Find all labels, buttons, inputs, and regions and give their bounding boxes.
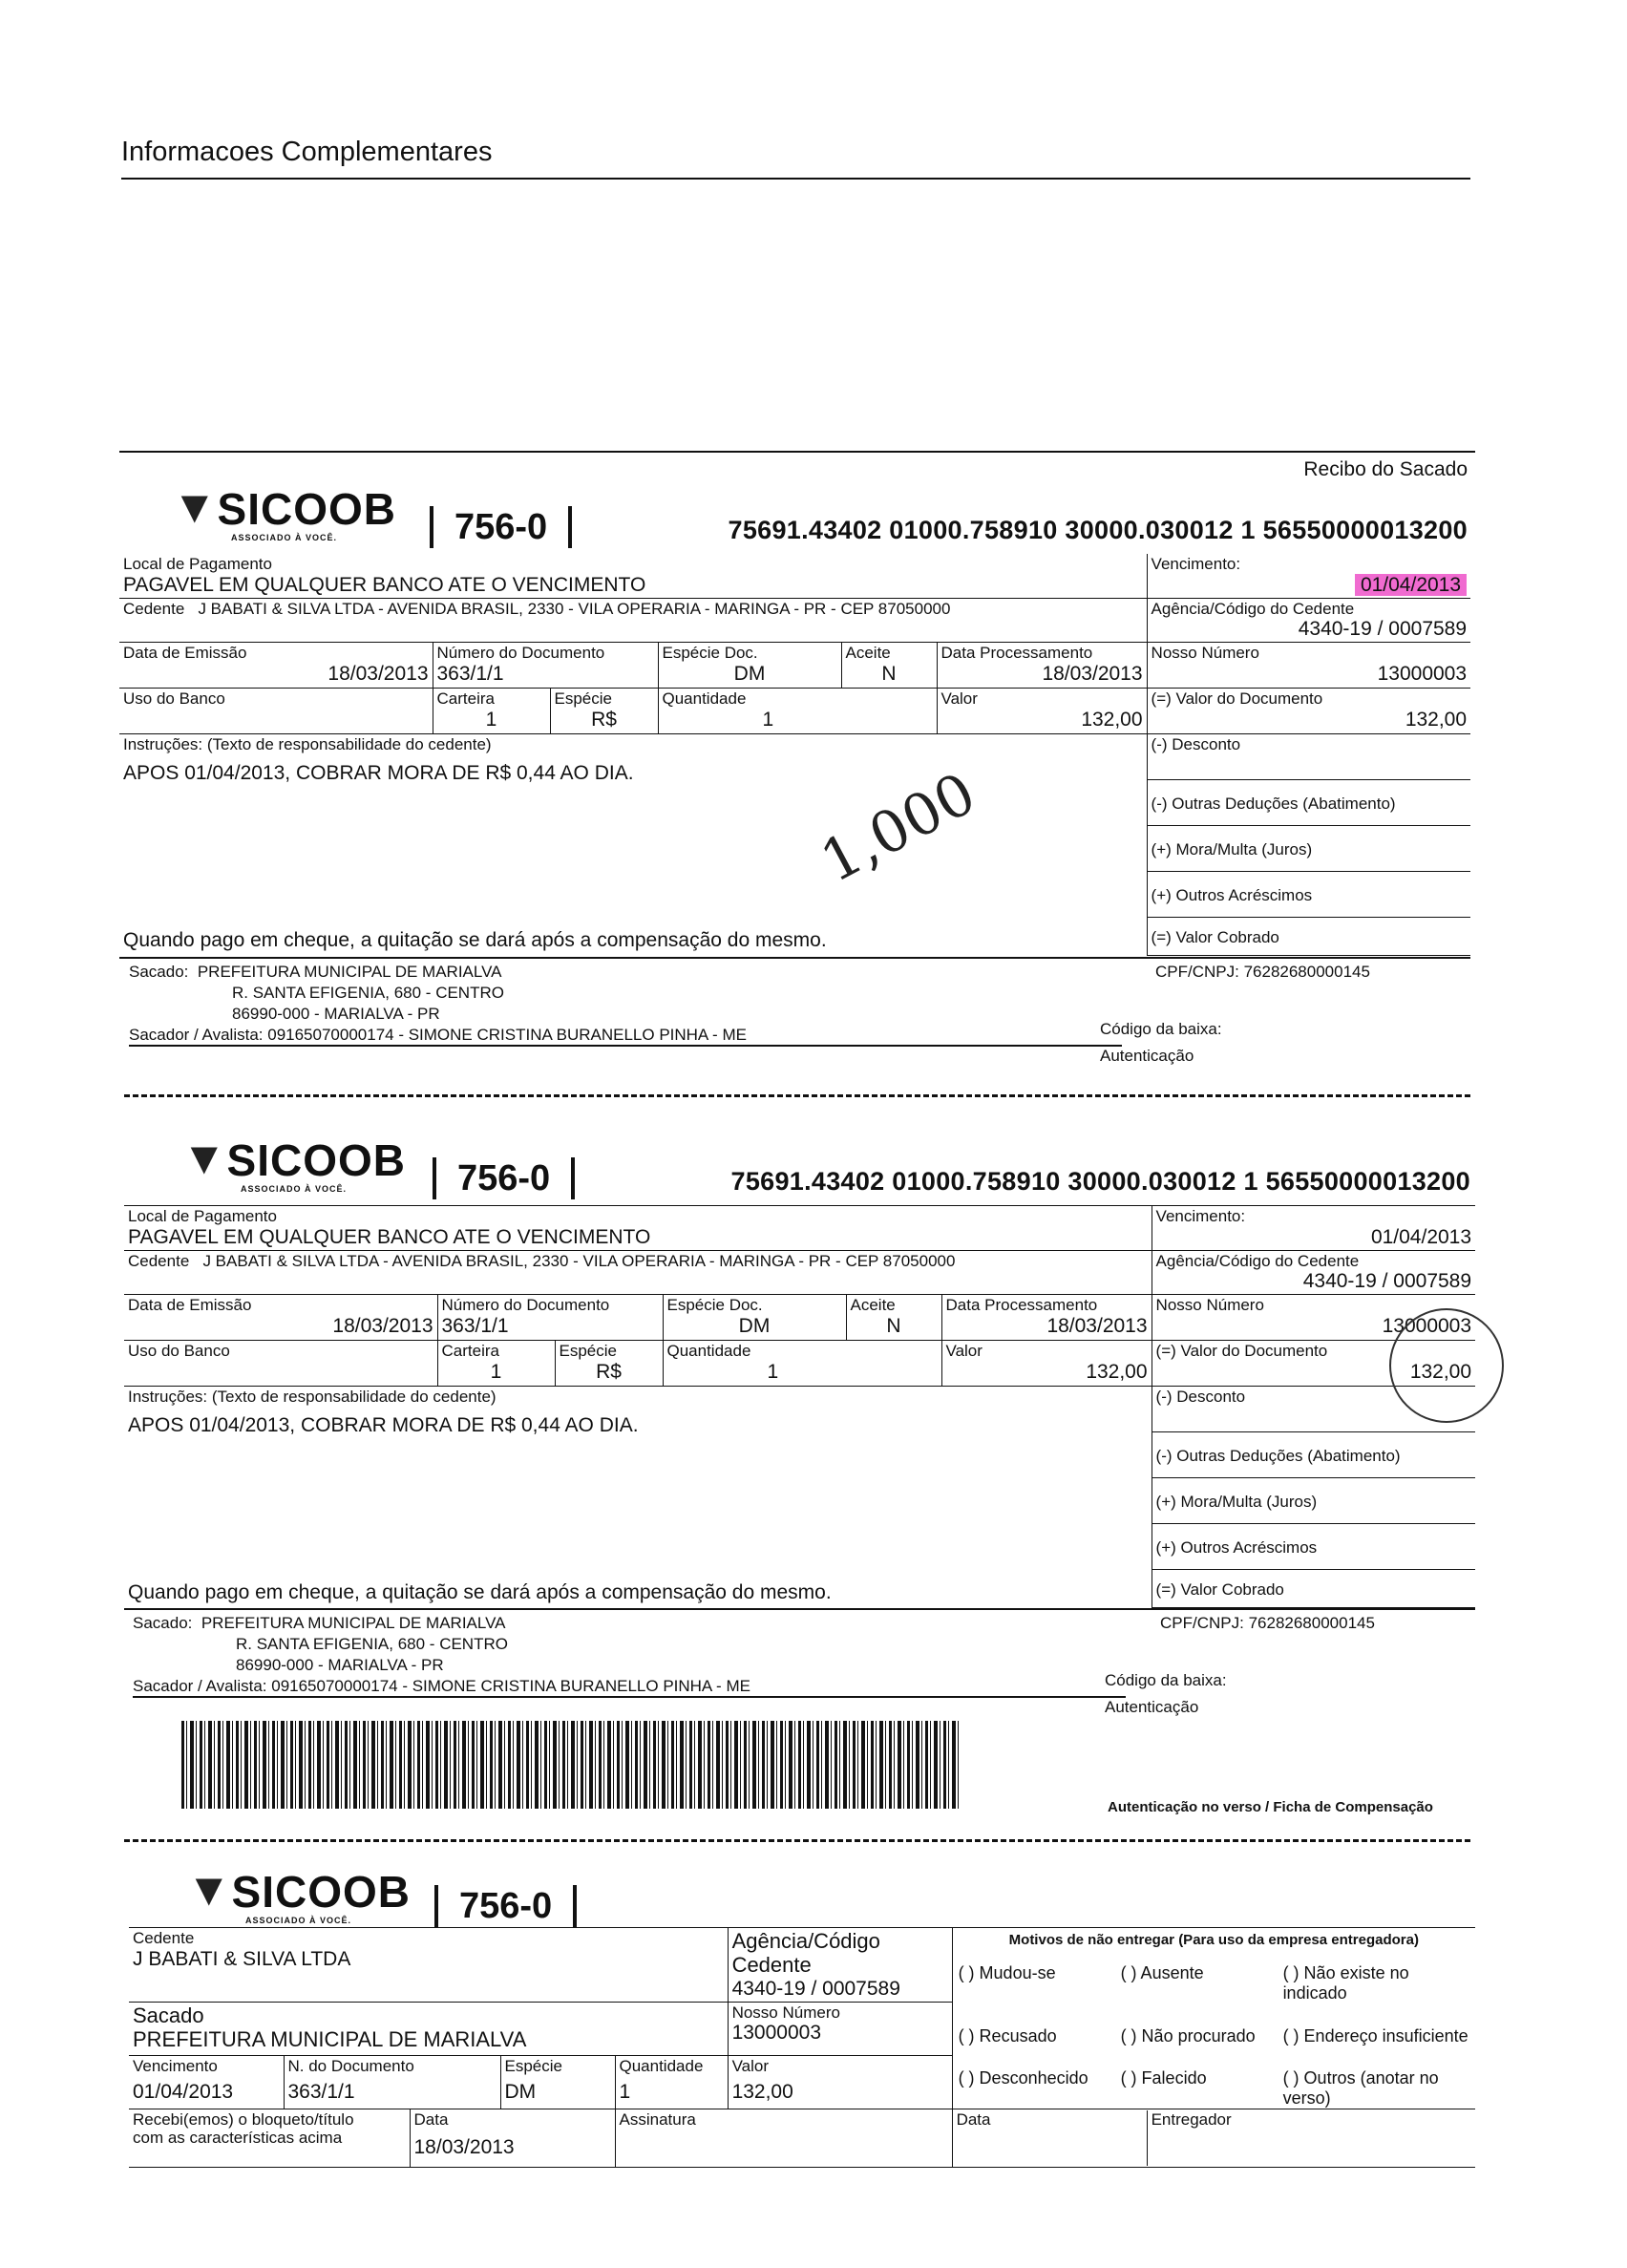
outros-acrescimos-label: (+) Outros Acréscimos [1155,1538,1318,1558]
especie-doc-value: DM [733,662,766,685]
cpf-value: 76282680000145 [1243,963,1370,981]
receipt-data2-label: Data [957,2110,1148,2166]
carteira-label: Carteira [436,689,495,709]
receipt-nosso-value: 13000003 [731,2022,821,2045]
valor-label: Valor [945,1342,983,1361]
bank-code: 756-0 [430,506,572,548]
receipt-vencimento-label: Vencimento [133,2056,218,2075]
instrucoes-label: Instruções: (Texto de responsabilidade do cedente) [123,735,492,754]
recibo-sacado-slip [119,451,1475,1081]
instrucoes-label: Instruções: (Texto de responsabilidade do cedente) [128,1388,497,1407]
codigo-baixa-label: Código da baixa: [1105,1671,1227,1689]
sicoob-tagline: ASSOCIADO À VOCÊ. [245,1916,352,1925]
recibo-label: Recibo do Sacado [1303,458,1468,480]
receipt-agencia-value: 4340-19 / 0007589 [731,1977,900,2000]
aceite-value: N [886,1314,901,1337]
motivo-nao-existe[interactable]: ( ) Não existe no indicado [1282,1963,1409,2003]
mora-multa-label: (+) Mora/Multa (Juros) [1155,1493,1318,1512]
valor-cobrado-label: (=) Valor Cobrado [1155,1580,1284,1600]
especie-doc-value: DM [738,1314,771,1337]
motivo-nao-procurado[interactable]: ( ) Não procurado [1120,2025,1256,2045]
receipt-quantidade-label: Quantidade [619,2056,704,2075]
cedente-label: Cedente [128,1251,190,1270]
cheque-notice: Quando pago em cheque, a quitação se dará após a compensação do mesmo. [128,1580,832,1603]
bank-code: 756-0 [433,1157,575,1199]
cut-line [124,1094,1470,1097]
receipt-recebi-text: Recebi(emos) o bloqueto/título com as características acima [133,2109,354,2148]
receipt-entregador-label: Entregador [1151,2109,1232,2129]
receipt-agencia-label: Agência/Código Cedente [731,1929,880,1978]
cedente-value: J BABATI & SILVA LTDA - AVENIDA BRASIL, 2330 - VILA OPERARIA - MARINGA - PR - CEP 87050000 [198,599,951,618]
sicoob-wordmark: SICOOB [217,484,396,534]
receipt-ndoc-label: N. do Documento [287,2056,414,2075]
agencia-value: 4340-19 / 0007589 [1298,618,1468,641]
aceite-label: Aceite [845,644,891,663]
receipt-especie-label: Espécie [504,2056,562,2075]
local-pagamento-value: PAGAVEL EM QUALQUER BANCO ATE O VENCIMENTO [123,573,646,596]
valor-cobrado-label: (=) Valor Cobrado [1151,928,1279,947]
slip-fields-table [124,1205,1475,1608]
receipt-valor-label: Valor [731,2056,769,2075]
data-emissao-label: Data de Emissão [128,1296,252,1315]
handwritten-annotation: 1,000 [810,759,987,897]
numero-documento-value: 363/1/1 [441,1314,509,1337]
data-emissao-value: 18/03/2013 [332,1314,433,1337]
quantidade-label: Quantidade [666,1342,751,1361]
desconto-label: (-) Desconto [1155,1388,1246,1407]
cheque-notice: Quando pago em cheque, a quitação se dará após a compensação do mesmo. [123,928,827,951]
data-emissao-value: 18/03/2013 [328,662,429,685]
instrucao-text: APOS 01/04/2013, COBRAR MORA DE R$ 0,44 AO DIA. [128,1413,639,1436]
bank-code: 756-0 [434,1885,577,1927]
sacado-address: R. SANTA EFIGENIA, 680 - CENTRO [236,1635,508,1653]
instrucao-text: APOS 01/04/2013, COBRAR MORA DE R$ 0,44 AO DIA. [123,761,634,784]
nosso-numero-label: Nosso Número [1155,1296,1264,1315]
motivo-outros[interactable]: ( ) Outros (anotar no verso) [1282,2068,1439,2108]
outros-acrescimos-label: (+) Outros Acréscimos [1151,886,1313,905]
valor-label: Valor [940,689,978,709]
receipt-data-value: 18/03/2013 [413,2136,515,2159]
data-processamento-label: Data Processamento [945,1296,1098,1315]
sacado-label: Sacado: [129,963,189,981]
ficha-compensacao-slip [119,1127,1475,1814]
desconto-label: (-) Desconto [1151,735,1241,754]
especie-label: Espécie [559,1342,617,1361]
sacado-city: 86990-000 - MARIALVA - PR [236,1656,444,1674]
quantidade-label: Quantidade [662,689,747,709]
receipt-ndoc-value: 363/1/1 [287,2081,355,2104]
local-pagamento-value: PAGAVEL EM QUALQUER BANCO ATE O VENCIMENTO [128,1225,651,1248]
receipt-quantidade-value: 1 [619,2081,631,2104]
receipt-cedente-value: J BABATI & SILVA LTDA [133,1947,351,1970]
data-processamento-value: 18/03/2013 [1042,662,1143,685]
receipt-cedente-label: Cedente [133,1929,195,1947]
codigo-baixa-label: Código da baixa: [1100,1020,1222,1038]
boleto-barcode [181,1721,960,1809]
sacador-label: Sacador / Avalista: [129,1026,264,1044]
receipt-valor-value: 132,00 [731,2081,793,2104]
slip-fields-table [119,554,1470,956]
especie-doc-label: Espécie Doc. [662,644,758,663]
local-pagamento-label: Local de Pagamento [123,555,272,573]
sacado-label: Sacado: [133,1614,193,1632]
cut-line [124,1839,1470,1842]
sicoob-tagline: ASSOCIADO À VOCÊ. [241,1184,348,1194]
especie-value: R$ [591,708,617,731]
especie-label: Espécie [554,689,612,709]
sicoob-logo-icon: ▼ [181,1134,227,1184]
numero-documento-label: Número do Documento [436,644,605,663]
sacado-name: PREFEITURA MUNICIPAL DE MARIALVA [201,1614,506,1632]
valor-documento-value: 132,00 [1405,708,1468,731]
vencimento-label: Vencimento: [1155,1207,1246,1225]
valor-documento-label: (=) Valor do Documento [1151,689,1323,709]
sicoob-logo-icon: ▼ [172,482,218,533]
receipt-data-label: Data [413,2109,449,2129]
numero-documento-label: Número do Documento [441,1296,610,1315]
motivo-ausente[interactable]: ( ) Ausente [1120,1963,1204,1983]
motivos-title: Motivos de não entregar (Para uso da empresa entregadora) [1008,1932,1419,1948]
sacador-label: Sacador / Avalista: [133,1677,267,1695]
agencia-label: Agência/Código do Cedente [1155,1251,1360,1270]
sicoob-wordmark: SICOOB [226,1135,406,1185]
nosso-numero-label: Nosso Número [1151,644,1259,663]
sicoob-logo [181,1134,406,1194]
valor-value: 132,00 [1086,1360,1148,1383]
cpf-label: CPF/CNPJ: [1160,1614,1244,1632]
carteira-label: Carteira [441,1342,499,1361]
ficha-compensacao-label: Autenticação no verso / Ficha de Compensação [1108,1799,1433,1815]
aceite-value: N [881,662,897,685]
valor-documento-value: 132,00 [1409,1360,1472,1383]
cedente-label: Cedente [123,599,185,618]
sicoob-logo [172,482,396,542]
cpf-label: CPF/CNPJ: [1155,963,1239,981]
sicoob-logo-icon: ▼ [186,1865,232,1916]
receipt-vencimento-value: 01/04/2013 [133,2081,234,2104]
nosso-numero-value: 13000003 [1377,662,1468,685]
quantidade-value: 1 [762,708,774,731]
sacado-address: R. SANTA EFIGENIA, 680 - CENTRO [232,984,504,1002]
sacado-name: PREFEITURA MUNICIPAL DE MARIALVA [197,963,502,981]
page-title: Informacoes Complementares [121,137,493,167]
especie-value: R$ [596,1360,622,1383]
carteira-value: 1 [485,708,497,731]
data-emissao-label: Data de Emissão [123,644,247,663]
sacado-city: 86990-000 - MARIALVA - PR [232,1005,440,1023]
vencimento-value: 01/04/2013 [1355,574,1467,596]
data-processamento-label: Data Processamento [940,644,1093,663]
mora-multa-label: (+) Mora/Multa (Juros) [1151,840,1313,859]
outras-deducoes-label: (-) Outras Deduções (Abatimento) [1151,795,1396,814]
receipt-especie-value: DM [504,2081,537,2104]
outras-deducoes-label: (-) Outras Deduções (Abatimento) [1155,1447,1401,1466]
cpf-value: 76282680000145 [1248,1614,1375,1632]
digitable-line: 75691.43402 01000.758910 30000.030012 1 56550000013200 [728,516,1468,544]
motivo-falecido[interactable]: ( ) Falecido [1120,2068,1207,2088]
motivo-recusado[interactable]: ( ) Recusado [958,2025,1057,2045]
autenticacao-label: Autenticação [1105,1698,1199,1716]
vencimento-label: Vencimento: [1151,555,1241,573]
vencimento-value: 01/04/2013 [1370,1225,1472,1248]
especie-doc-label: Espécie Doc. [666,1296,763,1315]
aceite-label: Aceite [850,1296,896,1315]
motivo-endereco-insuficiente[interactable]: ( ) Endereço insuficiente [1282,2025,1469,2045]
nosso-numero-value: 13000003 [1382,1314,1472,1337]
slip-top-line [119,451,1475,453]
cedente-value: J BABATI & SILVA LTDA - AVENIDA BRASIL, 2330 - VILA OPERARIA - MARINGA - PR - CEP 87050000 [202,1251,956,1270]
uso-banco-label: Uso do Banco [123,689,225,709]
numero-documento-value: 363/1/1 [436,662,504,685]
sacador-value: 09165070000174 - SIMONE CRISTINA BURANELLO PINHA - ME [271,1677,750,1695]
motivo-mudou-se[interactable]: ( ) Mudou-se [958,1963,1056,1983]
digitable-line: 75691.43402 01000.758910 30000.030012 1 56550000013200 [730,1167,1470,1196]
agencia-label: Agência/Código do Cedente [1151,599,1355,618]
valor-documento-label: (=) Valor do Documento [1155,1342,1328,1361]
agencia-value: 4340-19 / 0007589 [1302,1270,1472,1293]
quantidade-value: 1 [767,1360,779,1383]
title-divider [121,178,1470,180]
carteira-value: 1 [490,1360,502,1383]
uso-banco-label: Uso do Banco [128,1342,230,1361]
receipt-sacado-label: Sacado [133,2003,204,2027]
hand-drawn-circle [1389,1308,1504,1423]
local-pagamento-label: Local de Pagamento [128,1207,277,1225]
sicoob-tagline: ASSOCIADO À VOCÊ. [231,533,338,542]
data-processamento-value: 18/03/2013 [1046,1314,1148,1337]
receipt-sacado-value: PREFEITURA MUNICIPAL DE MARIALVA [133,2027,527,2052]
motivo-desconhecido[interactable]: ( ) Desconhecido [958,2068,1088,2088]
sicoob-wordmark: SICOOB [231,1867,411,1917]
autenticacao-label: Autenticação [1100,1047,1194,1065]
receipt-assinatura-label: Assinatura [619,2109,696,2129]
receipt-table [129,1927,1475,2168]
sacado-divider [119,957,1470,959]
sacador-value: 09165070000174 - SIMONE CRISTINA BURANELLO PINHA - ME [267,1026,747,1044]
valor-value: 132,00 [1081,708,1143,731]
sicoob-logo [186,1865,411,1925]
receipt-nosso-label: Nosso Número [731,2003,840,2022]
sacado-divider [124,1608,1475,1610]
